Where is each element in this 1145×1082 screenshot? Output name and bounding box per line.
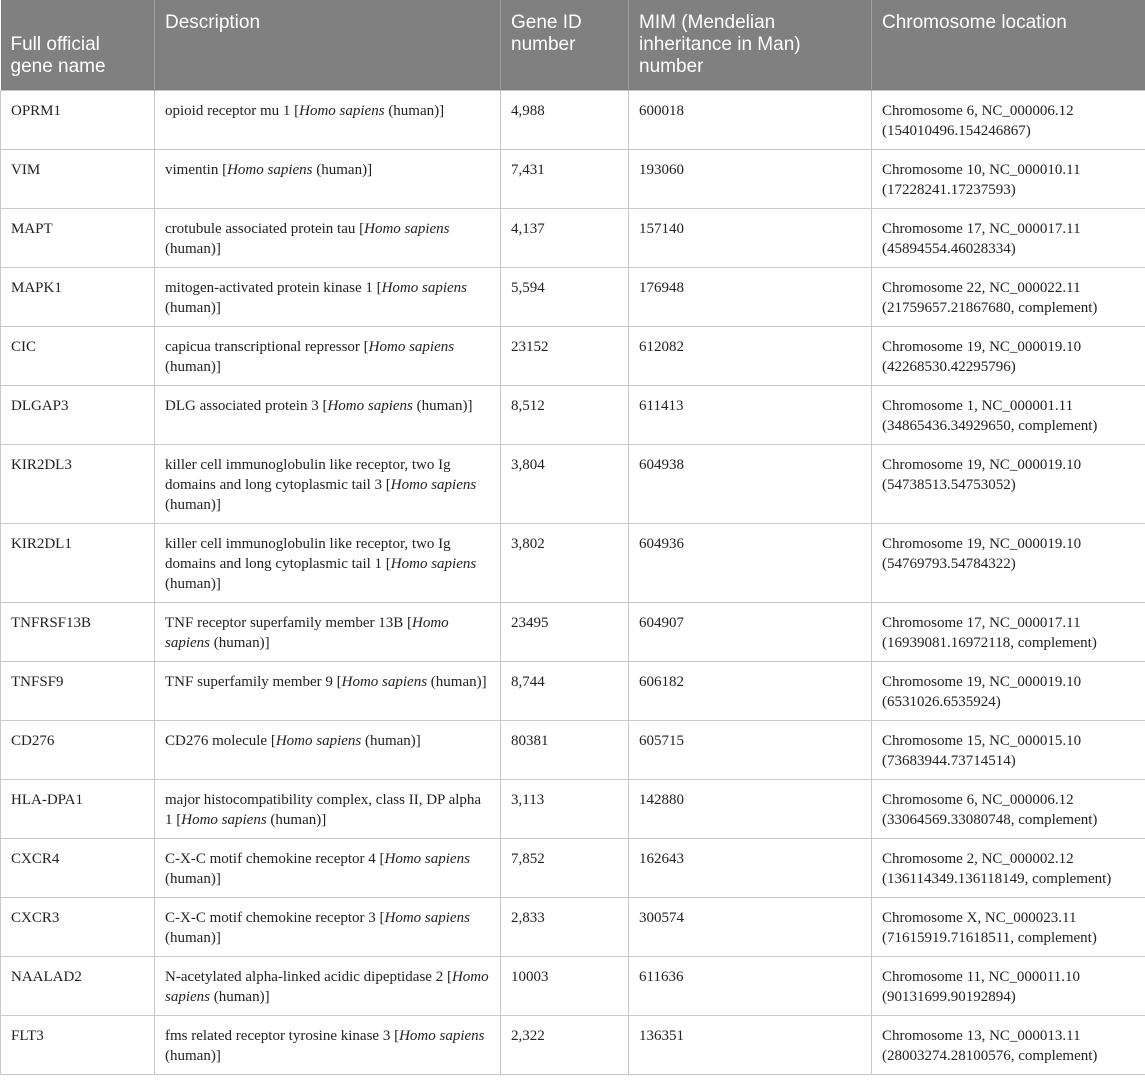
gene-id-cell	[501, 445, 629, 524]
location-line-1: Chromosome 17, NC_000017.11	[882, 221, 1081, 237]
gene-id-cell	[501, 721, 629, 780]
gene-id-cell	[501, 150, 629, 209]
description-cell	[155, 327, 501, 386]
gene-symbol: CD276	[11, 733, 55, 749]
gene-symbol: TNFRSF13B	[11, 615, 92, 631]
location-cell	[872, 603, 1145, 662]
gene-name-cell	[1, 957, 155, 1016]
table-row	[1, 209, 1145, 268]
description-suffix: (human)]	[361, 733, 421, 749]
gene-symbol: KIR2DL3	[11, 457, 72, 473]
location-cell	[872, 780, 1145, 839]
gene-id-cell	[501, 1016, 629, 1075]
location-cell	[872, 1016, 1145, 1075]
mim-value: 605715	[639, 733, 684, 749]
species-name: Homo sapiens	[181, 812, 267, 828]
mim-cell	[629, 898, 872, 957]
species-name: Homo sapiens	[165, 969, 489, 1005]
location-line-2: (6531026.6535924)	[882, 694, 1001, 710]
description-text: capicua transcriptional repressor [	[165, 339, 369, 355]
location-line-1: Chromosome 19, NC_000019.10	[882, 674, 1082, 690]
gene-id-cell	[501, 209, 629, 268]
gene-id-value: 3,113	[511, 792, 545, 808]
gene-id-value: 8,744	[511, 674, 545, 690]
mim-cell	[629, 386, 872, 445]
gene-id-value: 80381	[511, 733, 549, 749]
gene-name-cell	[1, 1016, 155, 1075]
location-cell	[872, 386, 1145, 445]
description-text: major histocompatibility complex, class II, DP alpha 1 [	[165, 792, 482, 828]
location-line-2: (34865436.34929650, complement)	[882, 418, 1098, 434]
gene-symbol: FLT3	[11, 1028, 44, 1044]
mim-cell	[629, 150, 872, 209]
description-cell	[155, 721, 501, 780]
description-text: vimentin [	[165, 162, 228, 178]
species-name: Homo sapiens	[227, 162, 313, 178]
mim-cell	[629, 839, 872, 898]
gene-id-value: 23152	[511, 339, 549, 355]
mim-value: 612082	[639, 339, 684, 355]
description-cell	[155, 1016, 501, 1075]
description-suffix: (human)]	[210, 635, 270, 651]
mim-value: 611636	[639, 969, 684, 985]
location-cell	[872, 150, 1145, 209]
gene-name-cell	[1, 150, 155, 209]
mim-value: 142880	[639, 792, 684, 808]
gene-id-cell	[501, 603, 629, 662]
gene-name-cell	[1, 780, 155, 839]
table-body	[1, 91, 1145, 1075]
description-suffix: (human)]	[412, 398, 473, 414]
header-gene-name: Full official gene name	[1, 0, 155, 91]
gene-id-value: 4,988	[511, 103, 545, 119]
species-name: Homo sapiens	[368, 339, 455, 355]
location-line-1: Chromosome 6, NC_000006.12	[882, 103, 1074, 119]
location-line-1: Chromosome 19, NC_000019.10	[882, 536, 1082, 552]
gene-id-cell	[501, 327, 629, 386]
mim-value: 136351	[639, 1028, 684, 1044]
gene-id-cell	[501, 662, 629, 721]
description-suffix: (human)]	[165, 930, 221, 946]
location-line-2: (90131699.90192894)	[882, 989, 1016, 1005]
mim-value: 604938	[639, 457, 684, 473]
description-text: C-X-C motif chemokine receptor 4 [	[165, 851, 385, 867]
description-cell	[155, 839, 501, 898]
description-suffix: (human)]	[384, 103, 445, 119]
table-row	[1, 957, 1145, 1016]
gene-symbol: KIR2DL1	[11, 536, 72, 552]
gene-symbol: MAPT	[11, 221, 53, 237]
description-cell	[155, 268, 501, 327]
description-text: opioid receptor mu 1 [	[165, 103, 300, 119]
description-suffix: (human)]	[165, 241, 221, 257]
table-row	[1, 898, 1145, 957]
description-suffix: (human)]	[165, 871, 221, 887]
description-text: killer cell immunoglobulin like receptor, two Ig domains and long cytoplasmic tail 3 [	[165, 457, 451, 493]
description-text: N-acetylated alpha-linked acidic dipeptidase 2 [	[165, 969, 452, 985]
mim-cell	[629, 445, 872, 524]
table-row	[1, 662, 1145, 721]
location-line-2: (71615919.71618511, complement)	[882, 930, 1097, 946]
gene-id-value: 2,833	[511, 910, 545, 926]
mim-value: 611413	[639, 398, 684, 414]
table-row	[1, 91, 1145, 150]
gene-symbol: VIM	[11, 162, 41, 178]
location-line-2: (54769793.54784322)	[882, 556, 1016, 572]
header-description: Description	[155, 0, 501, 91]
mim-value: 300574	[639, 910, 684, 926]
header-mim: MIM (Mendelian inheritance in Man) number	[629, 0, 872, 91]
location-line-1: Chromosome 2, NC_000002.12	[882, 851, 1074, 867]
mim-cell	[629, 524, 872, 603]
gene-symbol: CXCR3	[11, 910, 60, 926]
gene-id-value: 10003	[511, 969, 549, 985]
gene-id-value: 8,512	[511, 398, 545, 414]
table-row	[1, 445, 1145, 524]
gene-id-value: 7,852	[511, 851, 545, 867]
mim-value: 604936	[639, 536, 684, 552]
mim-value: 193060	[639, 162, 684, 178]
description-cell	[155, 445, 501, 524]
gene-id-cell	[501, 91, 629, 150]
location-cell	[872, 268, 1145, 327]
description-suffix: (human)]	[266, 812, 327, 828]
header-gene-id: Gene ID number	[501, 0, 629, 91]
description-text: killer cell immunoglobulin like receptor, two Ig domains and long cytoplasmic tail 1 [	[165, 536, 451, 572]
gene-name-cell	[1, 445, 155, 524]
location-line-2: (42268530.42295796)	[882, 359, 1016, 375]
gene-symbol: TNFSF9	[11, 674, 64, 690]
location-line-2: (73683944.73714514)	[882, 753, 1016, 769]
location-line-1: Chromosome 17, NC_000017.11	[882, 615, 1081, 631]
gene-name-cell	[1, 898, 155, 957]
location-line-2: (28003274.28100576, complement)	[882, 1048, 1098, 1064]
gene-name-cell	[1, 839, 155, 898]
location-line-2: (33064569.33080748, complement)	[882, 812, 1098, 828]
description-cell	[155, 209, 501, 268]
gene-name-cell	[1, 268, 155, 327]
location-cell	[872, 91, 1145, 150]
location-line-1: Chromosome 19, NC_000019.10	[882, 457, 1082, 473]
description-text: DLG associated protein 3 [	[165, 398, 328, 414]
gene-id-cell	[501, 386, 629, 445]
location-line-1: Chromosome 22, NC_000022.11	[882, 280, 1081, 296]
mim-value: 157140	[639, 221, 684, 237]
location-cell	[872, 445, 1145, 524]
description-cell	[155, 150, 501, 209]
species-name: Homo sapiens	[384, 910, 470, 926]
species-name: Homo sapiens	[390, 556, 477, 572]
mim-cell	[629, 603, 872, 662]
gene-name-cell	[1, 603, 155, 662]
species-name: Homo sapiens	[165, 615, 449, 651]
mim-value: 606182	[639, 674, 684, 690]
gene-id-value: 4,137	[511, 221, 545, 237]
gene-id-cell	[501, 957, 629, 1016]
gene-name-cell	[1, 327, 155, 386]
location-cell	[872, 662, 1145, 721]
table-row	[1, 268, 1145, 327]
location-cell	[872, 957, 1145, 1016]
description-suffix: (human)]	[312, 162, 373, 178]
mim-cell	[629, 1016, 872, 1075]
location-line-1: Chromosome 13, NC_000013.11	[882, 1028, 1081, 1044]
gene-name-cell	[1, 524, 155, 603]
location-line-2: (16939081.16972118, complement)	[882, 635, 1097, 651]
location-line-1: Chromosome 6, NC_000006.12	[882, 792, 1074, 808]
species-name: Homo sapiens	[364, 221, 450, 237]
table-row	[1, 386, 1145, 445]
location-line-1: Chromosome 15, NC_000015.10	[882, 733, 1082, 749]
description-text: TNF receptor superfamily member 13B [	[165, 615, 413, 631]
table-row	[1, 780, 1145, 839]
gene-name-cell	[1, 662, 155, 721]
mim-value: 600018	[639, 103, 684, 119]
location-line-2: (154010496.154246867)	[882, 123, 1031, 139]
header-location: Chromosome location	[872, 0, 1145, 91]
location-cell	[872, 524, 1145, 603]
table-row	[1, 721, 1145, 780]
description-cell	[155, 662, 501, 721]
table-row	[1, 327, 1145, 386]
mim-cell	[629, 209, 872, 268]
description-cell	[155, 524, 501, 603]
description-cell	[155, 386, 501, 445]
gene-symbol: HLA-DPA1	[11, 792, 83, 808]
gene-id-value: 23495	[511, 615, 549, 631]
gene-symbol: CXCR4	[11, 851, 60, 867]
gene-name-cell	[1, 721, 155, 780]
location-line-1: Chromosome 1, NC_000001.11	[882, 398, 1074, 414]
description-cell	[155, 603, 501, 662]
location-cell	[872, 209, 1145, 268]
description-text: TNF superfamily member 9 [	[165, 674, 342, 690]
description-text: C-X-C motif chemokine receptor 3 [	[165, 910, 385, 926]
table-row	[1, 839, 1145, 898]
location-cell	[872, 327, 1145, 386]
description-suffix: (human)]	[165, 359, 221, 375]
mim-cell	[629, 268, 872, 327]
gene-name-cell	[1, 209, 155, 268]
mim-cell	[629, 327, 872, 386]
description-cell	[155, 957, 501, 1016]
gene-id-value: 2,322	[511, 1028, 545, 1044]
location-line-2: (17228241.17237593)	[882, 182, 1016, 198]
mim-cell	[629, 780, 872, 839]
location-cell	[872, 898, 1145, 957]
gene-id-cell	[501, 268, 629, 327]
mim-value: 604907	[639, 615, 684, 631]
location-line-2: (21759657.21867680, complement)	[882, 300, 1098, 316]
description-suffix: (human)]	[165, 1048, 221, 1064]
table-row	[1, 150, 1145, 209]
gene-name-cell	[1, 386, 155, 445]
location-cell	[872, 839, 1145, 898]
species-name: Homo sapiens	[341, 674, 428, 690]
mim-value: 176948	[639, 280, 684, 296]
description-suffix: (human)]	[427, 674, 487, 690]
species-name: Homo sapiens	[381, 280, 468, 296]
description-text: CD276 molecule [	[165, 733, 276, 749]
gene-symbol: MAPK1	[11, 280, 62, 296]
location-cell	[872, 721, 1145, 780]
species-name: Homo sapiens	[384, 851, 470, 867]
location-line-2: (45894554.46028334)	[882, 241, 1016, 257]
gene-id-cell	[501, 780, 629, 839]
description-cell	[155, 91, 501, 150]
gene-symbol: DLGAP3	[11, 398, 69, 414]
species-name: Homo sapiens	[275, 733, 362, 749]
location-line-2: (54738513.54753052)	[882, 477, 1016, 493]
species-name: Homo sapiens	[399, 1028, 485, 1044]
location-line-2: (136114349.136118149, complement)	[882, 871, 1112, 887]
gene-id-value: 5,594	[511, 280, 545, 296]
mim-cell	[629, 662, 872, 721]
location-line-1: Chromosome 19, NC_000019.10	[882, 339, 1082, 355]
location-line-1: Chromosome 10, NC_000010.11	[882, 162, 1081, 178]
gene-id-value: 7,431	[511, 162, 545, 178]
gene-id-value: 3,804	[511, 457, 545, 473]
description-suffix: (human)]	[165, 497, 221, 513]
description-suffix: (human)]	[165, 576, 221, 592]
gene-name-cell	[1, 91, 155, 150]
species-name: Homo sapiens	[299, 103, 385, 119]
gene-id-value: 3,802	[511, 536, 545, 552]
description-text: fms related receptor tyrosine kinase 3 [	[165, 1028, 400, 1044]
mim-cell	[629, 957, 872, 1016]
description-text: crotubule associated protein tau [	[165, 221, 365, 237]
gene-id-cell	[501, 524, 629, 603]
mim-cell	[629, 91, 872, 150]
description-text: mitogen-activated protein kinase 1 [	[165, 280, 382, 296]
mim-value: 162643	[639, 851, 684, 867]
header-row	[1, 0, 1145, 91]
table-row	[1, 603, 1145, 662]
gene-id-cell	[501, 898, 629, 957]
gene-symbol: OPRM1	[11, 103, 62, 119]
gene-id-cell	[501, 839, 629, 898]
table-row	[1, 1016, 1145, 1075]
location-line-1: Chromosome 11, NC_000011.10	[882, 969, 1081, 985]
description-cell	[155, 898, 501, 957]
mim-cell	[629, 721, 872, 780]
species-name: Homo sapiens	[327, 398, 413, 414]
description-cell	[155, 780, 501, 839]
gene-symbol: CIC	[11, 339, 37, 355]
location-line-1: Chromosome X, NC_000023.11	[882, 910, 1077, 926]
description-suffix: (human)]	[165, 300, 221, 316]
table-row	[1, 524, 1145, 603]
description-suffix: (human)]	[210, 989, 270, 1005]
species-name: Homo sapiens	[390, 477, 477, 493]
gene-symbol: NAALAD2	[11, 969, 82, 985]
